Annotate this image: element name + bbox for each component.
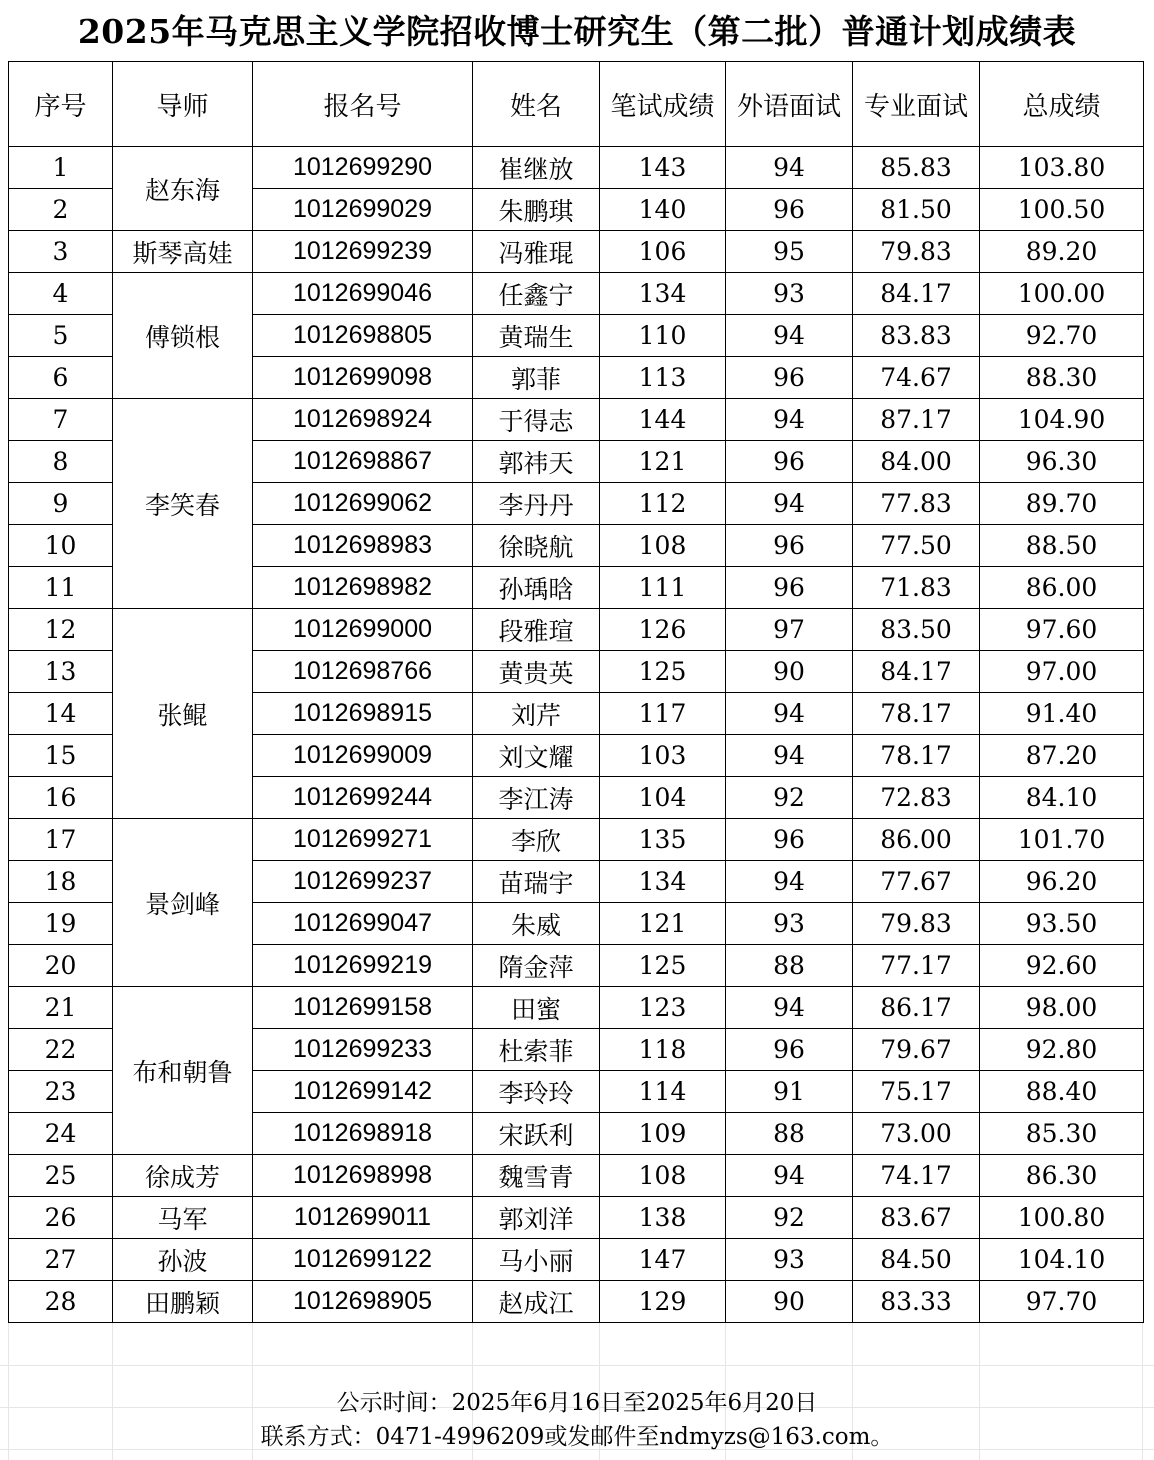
student-name: 李玲玲 [473,1071,600,1113]
row-index: 2 [9,189,113,231]
student-name: 刘芹 [473,693,600,735]
major-interview-score: 79.83 [853,231,980,273]
row-index: 12 [9,609,113,651]
student-name: 郭菲 [473,357,600,399]
application-id: 1012699219 [253,945,473,987]
mentor-cell: 斯琴高娃 [113,231,253,273]
major-interview-score: 84.17 [853,273,980,315]
row-index: 8 [9,441,113,483]
foreign-language-score: 93 [726,1239,853,1281]
table-row [9,231,1144,273]
total-score: 100.50 [980,189,1144,231]
table-row [9,819,1144,861]
total-score: 92.70 [980,315,1144,357]
table-row [9,399,1144,441]
application-id: 1012698998 [253,1155,473,1197]
written-score: 109 [600,1113,726,1155]
table-row [9,273,1144,315]
row-index: 24 [9,1113,113,1155]
foreign-language-score: 94 [726,735,853,777]
mentor-cell: 布和朝鲁 [113,987,253,1155]
foreign-language-score: 90 [726,651,853,693]
contact-info: 联系方式：0471-4996209或发邮件至ndmyzs@163.com。 [260,1424,894,1450]
student-name: 黄贵英 [473,651,600,693]
application-id: 1012699062 [253,483,473,525]
row-index: 13 [9,651,113,693]
mentor-cell: 景剑峰 [113,819,253,987]
application-id: 1012698915 [253,693,473,735]
student-name: 赵成江 [473,1281,600,1323]
major-interview-score: 79.83 [853,903,980,945]
header-total: 总成绩 [980,62,1144,147]
notice-period: 公示时间：2025年6月16日至2025年6月20日 [336,1390,818,1416]
table-row [9,1155,1144,1197]
total-score: 88.30 [980,357,1144,399]
foreign-language-score: 95 [726,231,853,273]
row-index: 16 [9,777,113,819]
foreign-language-score: 94 [726,399,853,441]
row-index: 4 [9,273,113,315]
written-score: 135 [600,819,726,861]
written-score: 134 [600,273,726,315]
foreign-language-score: 91 [726,1071,853,1113]
application-id: 1012699000 [253,609,473,651]
total-score: 91.40 [980,693,1144,735]
application-id: 1012698905 [253,1281,473,1323]
student-name: 于得志 [473,399,600,441]
row-index: 17 [9,819,113,861]
major-interview-score: 77.83 [853,483,980,525]
written-score: 108 [600,525,726,567]
score-table [8,61,1144,1323]
row-index: 10 [9,525,113,567]
total-score: 89.20 [980,231,1144,273]
written-score: 123 [600,987,726,1029]
total-score: 87.20 [980,735,1144,777]
foreign-language-score: 96 [726,441,853,483]
row-index: 14 [9,693,113,735]
application-id: 1012698924 [253,399,473,441]
written-score: 126 [600,609,726,651]
major-interview-score: 86.17 [853,987,980,1029]
major-interview-score: 75.17 [853,1071,980,1113]
major-interview-score: 83.50 [853,609,980,651]
student-name: 魏雪青 [473,1155,600,1197]
foreign-language-score: 94 [726,693,853,735]
major-interview-score: 74.67 [853,357,980,399]
major-interview-score: 84.50 [853,1239,980,1281]
major-interview-score: 74.17 [853,1155,980,1197]
written-score: 114 [600,1071,726,1113]
application-id: 1012699047 [253,903,473,945]
application-id: 1012699271 [253,819,473,861]
row-index: 28 [9,1281,113,1323]
total-score: 88.40 [980,1071,1144,1113]
major-interview-score: 81.50 [853,189,980,231]
table-row [9,609,1144,651]
student-name: 李丹丹 [473,483,600,525]
written-score: 125 [600,651,726,693]
application-id: 1012699046 [253,273,473,315]
row-index: 21 [9,987,113,1029]
student-name: 马小丽 [473,1239,600,1281]
foreign-language-score: 94 [726,987,853,1029]
major-interview-score: 86.00 [853,819,980,861]
application-id: 1012698983 [253,525,473,567]
written-score: 117 [600,693,726,735]
written-score: 144 [600,399,726,441]
written-score: 140 [600,189,726,231]
mentor-cell: 李笑春 [113,399,253,609]
foreign-language-score: 92 [726,777,853,819]
row-index: 27 [9,1239,113,1281]
row-index: 9 [9,483,113,525]
row-index: 11 [9,567,113,609]
major-interview-score: 77.50 [853,525,980,567]
student-name: 宋跃利 [473,1113,600,1155]
row-index: 1 [9,147,113,189]
page-title: 2025年马克思主义学院招收博士研究生（第二批）普通计划成绩表 [77,12,1077,51]
total-score: 84.10 [980,777,1144,819]
total-score: 97.00 [980,651,1144,693]
header-name: 姓名 [473,62,600,147]
application-id: 1012699290 [253,147,473,189]
mentor-cell: 徐成芳 [113,1155,253,1197]
student-name: 杜索菲 [473,1029,600,1071]
foreign-language-score: 88 [726,1113,853,1155]
mentor-cell: 傅锁根 [113,273,253,399]
total-score: 88.50 [980,525,1144,567]
major-interview-score: 77.67 [853,861,980,903]
application-id: 1012699011 [253,1197,473,1239]
mentor-cell: 张鲲 [113,609,253,819]
application-id: 1012699244 [253,777,473,819]
student-name: 朱威 [473,903,600,945]
student-name: 黄瑞生 [473,315,600,357]
total-score: 89.70 [980,483,1144,525]
major-interview-score: 83.67 [853,1197,980,1239]
foreign-language-score: 96 [726,189,853,231]
row-index: 6 [9,357,113,399]
foreign-language-score: 96 [726,357,853,399]
row-index: 19 [9,903,113,945]
application-id: 1012698918 [253,1113,473,1155]
application-id: 1012698766 [253,651,473,693]
table-row [9,1197,1144,1239]
written-score: 110 [600,315,726,357]
table-header-row [9,62,1144,147]
total-score: 93.50 [980,903,1144,945]
student-name: 冯雅琨 [473,231,600,273]
written-score: 104 [600,777,726,819]
major-interview-score: 87.17 [853,399,980,441]
foreign-language-score: 93 [726,273,853,315]
total-score: 101.70 [980,819,1144,861]
written-score: 121 [600,903,726,945]
written-score: 129 [600,1281,726,1323]
written-score: 106 [600,231,726,273]
row-index: 25 [9,1155,113,1197]
written-score: 113 [600,357,726,399]
foreign-language-score: 92 [726,1197,853,1239]
mentor-cell: 田鹏颖 [113,1281,253,1323]
major-interview-score: 73.00 [853,1113,980,1155]
student-name: 朱鹏琪 [473,189,600,231]
total-score: 104.90 [980,399,1144,441]
application-id: 1012699098 [253,357,473,399]
application-id: 1012698867 [253,441,473,483]
application-id: 1012699239 [253,231,473,273]
row-index: 26 [9,1197,113,1239]
foreign-language-score: 90 [726,1281,853,1323]
foreign-language-score: 94 [726,483,853,525]
major-interview-score: 85.83 [853,147,980,189]
row-index: 20 [9,945,113,987]
header-mentor: 导师 [113,62,253,147]
row-index: 23 [9,1071,113,1113]
application-id: 1012699142 [253,1071,473,1113]
row-index: 22 [9,1029,113,1071]
major-interview-score: 77.17 [853,945,980,987]
student-name: 段雅瑄 [473,609,600,651]
table-row [9,147,1144,189]
total-score: 92.80 [980,1029,1144,1071]
written-score: 138 [600,1197,726,1239]
header-written: 笔试成绩 [600,62,726,147]
row-index: 5 [9,315,113,357]
student-name: 刘文耀 [473,735,600,777]
total-score: 100.80 [980,1197,1144,1239]
application-id: 1012699158 [253,987,473,1029]
total-score: 96.30 [980,441,1144,483]
row-index: 18 [9,861,113,903]
header-index: 序号 [9,62,113,147]
major-interview-score: 78.17 [853,693,980,735]
mentor-cell: 孙波 [113,1239,253,1281]
total-score: 92.60 [980,945,1144,987]
student-name: 李江涛 [473,777,600,819]
application-id: 1012698805 [253,315,473,357]
major-interview-score: 84.00 [853,441,980,483]
foreign-language-score: 94 [726,147,853,189]
application-id: 1012699237 [253,861,473,903]
written-score: 143 [600,147,726,189]
written-score: 103 [600,735,726,777]
application-id: 1012699233 [253,1029,473,1071]
major-interview-score: 84.17 [853,651,980,693]
table-row [9,987,1144,1029]
student-name: 孙瑀晗 [473,567,600,609]
header-app-id: 报名号 [253,62,473,147]
header-major: 专业面试 [853,62,980,147]
student-name: 苗瑞宇 [473,861,600,903]
written-score: 112 [600,483,726,525]
foreign-language-score: 97 [726,609,853,651]
student-name: 徐晓航 [473,525,600,567]
total-score: 100.00 [980,273,1144,315]
student-name: 郭刘洋 [473,1197,600,1239]
application-id: 1012699029 [253,189,473,231]
student-name: 郭祎天 [473,441,600,483]
major-interview-score: 78.17 [853,735,980,777]
total-score: 104.10 [980,1239,1144,1281]
mentor-cell: 赵东海 [113,147,253,231]
major-interview-score: 71.83 [853,567,980,609]
row-index: 15 [9,735,113,777]
foreign-language-score: 96 [726,525,853,567]
mentor-cell: 马军 [113,1197,253,1239]
foreign-language-score: 94 [726,315,853,357]
total-score: 96.20 [980,861,1144,903]
header-foreign: 外语面试 [726,62,853,147]
foreign-language-score: 94 [726,861,853,903]
row-index: 3 [9,231,113,273]
written-score: 121 [600,441,726,483]
foreign-language-score: 96 [726,819,853,861]
major-interview-score: 83.83 [853,315,980,357]
total-score: 85.30 [980,1113,1144,1155]
foreign-language-score: 94 [726,1155,853,1197]
student-name: 田蜜 [473,987,600,1029]
table-row [9,1239,1144,1281]
foreign-language-score: 96 [726,1029,853,1071]
total-score: 103.80 [980,147,1144,189]
total-score: 86.00 [980,567,1144,609]
total-score: 97.60 [980,609,1144,651]
total-score: 97.70 [980,1281,1144,1323]
major-interview-score: 79.67 [853,1029,980,1071]
major-interview-score: 83.33 [853,1281,980,1323]
total-score: 98.00 [980,987,1144,1029]
foreign-language-score: 93 [726,903,853,945]
student-name: 任鑫宁 [473,273,600,315]
major-interview-score: 72.83 [853,777,980,819]
written-score: 125 [600,945,726,987]
application-id: 1012699009 [253,735,473,777]
total-score: 86.30 [980,1155,1144,1197]
written-score: 118 [600,1029,726,1071]
student-name: 隋金萍 [473,945,600,987]
table-row [9,1281,1144,1323]
written-score: 111 [600,567,726,609]
foreign-language-score: 96 [726,567,853,609]
application-id: 1012698982 [253,567,473,609]
application-id: 1012699122 [253,1239,473,1281]
student-name: 崔继放 [473,147,600,189]
written-score: 147 [600,1239,726,1281]
written-score: 108 [600,1155,726,1197]
row-index: 7 [9,399,113,441]
foreign-language-score: 88 [726,945,853,987]
student-name: 李欣 [473,819,600,861]
written-score: 134 [600,861,726,903]
